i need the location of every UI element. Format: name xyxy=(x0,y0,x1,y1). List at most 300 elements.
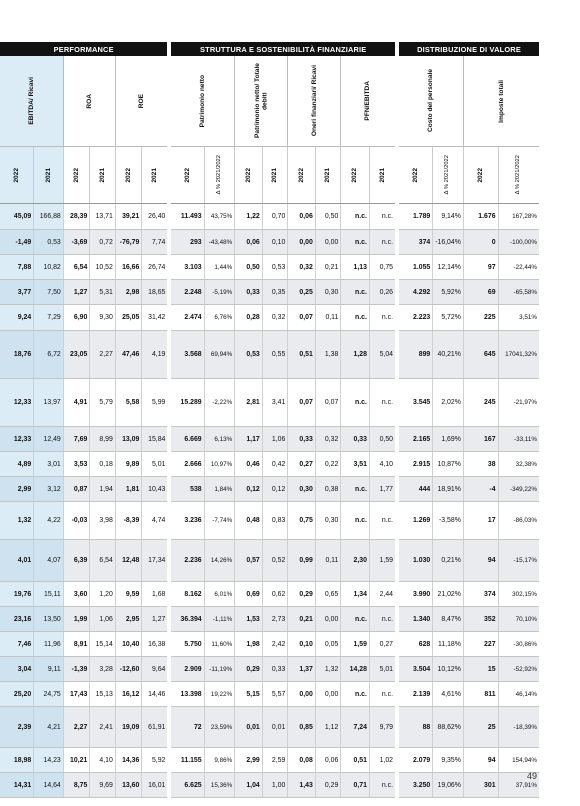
table-cell: 2.915 xyxy=(399,452,433,477)
table-cell: 17041,32% xyxy=(498,331,539,379)
table-cell: 94 xyxy=(463,748,498,773)
table-cell: 227 xyxy=(463,632,498,657)
table-cell: n.c. xyxy=(341,204,370,230)
table-cell: 6,54 xyxy=(63,255,90,280)
table-cell: 811 xyxy=(463,682,498,707)
table-cell: -65,58% xyxy=(498,280,539,305)
table-cell: 2,44 xyxy=(369,582,395,607)
table-cell: n.c. xyxy=(341,280,370,305)
table-cell: 19,09 xyxy=(115,707,142,748)
table-cell: 0,11 xyxy=(315,305,341,331)
section-struttura: STRUTTURA E SOSTENIBILITÀ FINANZIARIE xyxy=(171,42,395,56)
table-cell: 0,00 xyxy=(315,607,341,632)
table-cell: 1,59 xyxy=(341,632,370,657)
table-cell: 4,19 xyxy=(142,331,168,379)
table-cell: -2,22% xyxy=(204,379,235,427)
table-cell: 13,50 xyxy=(34,607,64,632)
table-cell: 16,01 xyxy=(142,773,168,798)
table-cell: 6,76% xyxy=(204,305,235,331)
table-cell: n.c. xyxy=(369,379,395,427)
table-cell: 3,53 xyxy=(63,452,90,477)
table-cell: 14,26% xyxy=(204,540,235,582)
table-cell: 18,65 xyxy=(142,280,168,305)
table-cell: 2.236 xyxy=(171,540,204,582)
table-cell: 19,22% xyxy=(204,682,235,707)
table-cell: -12,60 xyxy=(115,657,142,682)
table-cell: 2.248 xyxy=(171,280,204,305)
table-cell: 6,54 xyxy=(90,540,116,582)
table-cell: 5,58 xyxy=(115,379,142,427)
table-cell: 0,27 xyxy=(369,632,395,657)
table-cell: 14,23 xyxy=(34,748,64,773)
table-cell: 5,92 xyxy=(142,748,168,773)
table-cell: 72 xyxy=(171,707,204,748)
table-cell: -43,48% xyxy=(204,230,235,255)
table-cell: 1,27 xyxy=(63,280,90,305)
year-2021: 2021 xyxy=(315,147,341,204)
table-cell: 1,32 xyxy=(315,657,341,682)
table-cell: 1,22 xyxy=(235,204,263,230)
table-cell: 167 xyxy=(463,427,498,452)
table-cell: 6.625 xyxy=(171,773,204,798)
table-cell: 12,49 xyxy=(34,427,64,452)
table-row xyxy=(0,582,539,607)
table-cell: 0,01 xyxy=(262,707,288,748)
table-cell: 2,02% xyxy=(433,379,464,427)
table-cell: n.c. xyxy=(341,682,370,707)
table-cell: 1,69% xyxy=(433,427,464,452)
table-cell: 0,26 xyxy=(369,280,395,305)
table-cell: -4 xyxy=(463,477,498,502)
header-costo-personale: Costo del personale xyxy=(399,56,463,147)
table-cell: 1,44% xyxy=(204,255,235,280)
table-cell: 3,51 xyxy=(341,452,370,477)
table-cell: 0,53 xyxy=(34,230,64,255)
table-cell: 0,32 xyxy=(315,427,341,452)
table-cell: 628 xyxy=(399,632,433,657)
table-cell: 17,43 xyxy=(63,682,90,707)
table-cell: 0,46 xyxy=(235,452,263,477)
table-row xyxy=(0,255,539,280)
table-cell: 21,02% xyxy=(433,582,464,607)
table-row xyxy=(0,280,539,305)
table-cell: 9,59 xyxy=(115,582,142,607)
table-cell: 2,27 xyxy=(63,707,90,748)
table-cell: 0,33 xyxy=(341,427,370,452)
table-cell: 3.990 xyxy=(399,582,433,607)
table-row xyxy=(0,427,539,452)
table-cell: -1,39 xyxy=(63,657,90,682)
table-row xyxy=(0,682,539,707)
table-cell: -76,79 xyxy=(115,230,142,255)
table-cell: 23,59% xyxy=(204,707,235,748)
table-cell: 1,94 xyxy=(90,477,116,502)
table-cell: 1,20 xyxy=(90,582,116,607)
table-cell: 0,29 xyxy=(235,657,263,682)
table-cell: 0,06 xyxy=(288,204,316,230)
table-cell: 0,21 xyxy=(288,607,316,632)
table-cell: 0,75 xyxy=(288,502,316,540)
table-cell: 3,04 xyxy=(0,657,34,682)
table-cell: 0,33 xyxy=(288,427,316,452)
table-cell: -16,04% xyxy=(433,230,464,255)
table-cell: 0,01 xyxy=(235,707,263,748)
table-cell: 899 xyxy=(399,331,433,379)
table-cell: n.c. xyxy=(369,773,395,798)
table-cell: 0,70 xyxy=(262,204,288,230)
table-body xyxy=(0,204,539,798)
header-imposte-totali: Imposte totali xyxy=(463,56,539,147)
table-row xyxy=(0,305,539,331)
table-row xyxy=(0,657,539,682)
table-cell: 7,46 xyxy=(0,632,34,657)
table-cell: 0,30 xyxy=(315,280,341,305)
table-cell: 9,11 xyxy=(34,657,64,682)
table-cell: 19,06% xyxy=(433,773,464,798)
year-2021: 2021 xyxy=(142,147,168,204)
table-cell: 36.394 xyxy=(171,607,204,632)
table-cell: 1.269 xyxy=(399,502,433,540)
table-cell: 39,21 xyxy=(115,204,142,230)
table-cell: 302,15% xyxy=(498,582,539,607)
table-cell: 9,79 xyxy=(369,707,395,748)
table-cell: 5,01 xyxy=(369,657,395,682)
table-row xyxy=(0,379,539,427)
table-cell: 61,91 xyxy=(142,707,168,748)
table-cell: 3,12 xyxy=(34,477,64,502)
table-cell: 0,50 xyxy=(369,427,395,452)
table-cell: -33,11% xyxy=(498,427,539,452)
table-cell: 0,53 xyxy=(262,255,288,280)
table-cell: 2,73 xyxy=(262,607,288,632)
table-cell: 2,95 xyxy=(115,607,142,632)
table-row xyxy=(0,502,539,540)
table-cell: n.c. xyxy=(341,477,370,502)
table-cell: 0,06 xyxy=(235,230,263,255)
financial-indicators-table xyxy=(0,42,539,798)
table-cell: 5,99 xyxy=(142,379,168,427)
table-cell: 16,66 xyxy=(115,255,142,280)
delta-label: Δ % 2021/2022 xyxy=(433,147,464,204)
table-cell: 38 xyxy=(463,452,498,477)
header-pfn-ebitda: PFN/EBITDA xyxy=(341,56,395,147)
table-cell: 15.289 xyxy=(171,379,204,427)
table-cell: 4.292 xyxy=(399,280,433,305)
table-cell: 2.079 xyxy=(399,748,433,773)
year-2022: 2022 xyxy=(115,147,142,204)
table-cell: 0,33 xyxy=(262,657,288,682)
table-cell: 5,72% xyxy=(433,305,464,331)
year-2022: 2022 xyxy=(63,147,90,204)
table-cell: 0,07 xyxy=(288,379,316,427)
table-cell: 12,14% xyxy=(433,255,464,280)
table-cell: -0,03 xyxy=(63,502,90,540)
table-cell: 17,34 xyxy=(142,540,168,582)
table-cell: 4,91 xyxy=(63,379,90,427)
table-cell: 6,39 xyxy=(63,540,90,582)
table-cell: 154,94% xyxy=(498,748,539,773)
header-ebitda-ricavi: EBITDA/ Ricavi xyxy=(0,56,63,147)
table-cell: n.c. xyxy=(341,607,370,632)
table-cell: 0,00 xyxy=(315,230,341,255)
table-cell: 11,18% xyxy=(433,632,464,657)
table-cell: 1,04 xyxy=(235,773,263,798)
table-cell: 2.909 xyxy=(171,657,204,682)
table-cell: 1,00 xyxy=(262,773,288,798)
header-pn-totale-debiti: Patrimonio netto/ Totale debiti xyxy=(235,56,288,147)
year-2021: 2021 xyxy=(90,147,116,204)
table-cell: 88,62% xyxy=(433,707,464,748)
table-cell: 17 xyxy=(463,502,498,540)
table-cell: 9,24 xyxy=(0,305,34,331)
table-cell: 0,62 xyxy=(262,582,288,607)
table-cell: 88 xyxy=(399,707,433,748)
table-cell: 0,21% xyxy=(433,540,464,582)
table-cell: 4,10 xyxy=(90,748,116,773)
table-cell: 0,29 xyxy=(315,773,341,798)
table-cell: 13,09 xyxy=(115,427,142,452)
table-cell: 0,87 xyxy=(63,477,90,502)
table-cell: 2,99 xyxy=(0,477,34,502)
table-cell: 1.676 xyxy=(463,204,498,230)
table-cell: 4,21 xyxy=(34,707,64,748)
table-cell: 0,00 xyxy=(288,230,316,255)
table-cell: 0,51 xyxy=(288,331,316,379)
table-cell: 1.789 xyxy=(399,204,433,230)
table-cell: 94 xyxy=(463,540,498,582)
table-cell: 2,41 xyxy=(90,707,116,748)
table-cell: n.c. xyxy=(341,305,370,331)
table-cell: 18,91% xyxy=(433,477,464,502)
table-cell: 0,30 xyxy=(288,477,316,502)
table-cell: 5,79 xyxy=(90,379,116,427)
table-cell: 12,33 xyxy=(0,379,34,427)
year-2022: 2022 xyxy=(463,147,498,204)
table-cell: 14,64 xyxy=(34,773,64,798)
table-cell: 1,06 xyxy=(90,607,116,632)
table-cell: 11,96 xyxy=(34,632,64,657)
table-row xyxy=(0,607,539,632)
table-cell: -3,69 xyxy=(63,230,90,255)
table-cell: 6,90 xyxy=(63,305,90,331)
table-cell: 0,71 xyxy=(341,773,370,798)
table-cell: 3,60 xyxy=(63,582,90,607)
table-cell: 0,07 xyxy=(288,305,316,331)
table-cell: 13,71 xyxy=(90,204,116,230)
table-cell: 1,43 xyxy=(288,773,316,798)
table-cell: 10,21 xyxy=(63,748,90,773)
table-cell: 8,47% xyxy=(433,607,464,632)
table-cell: 0,22 xyxy=(315,452,341,477)
table-cell: 26,40 xyxy=(142,204,168,230)
table-cell: 3,77 xyxy=(0,280,34,305)
table-cell: 19,76 xyxy=(0,582,34,607)
table-cell: 10,12% xyxy=(433,657,464,682)
table-cell: 16,12 xyxy=(115,682,142,707)
table-cell: 0,30 xyxy=(315,502,341,540)
table-cell: 7,24 xyxy=(341,707,370,748)
table-cell: 0,25 xyxy=(288,280,316,305)
table-cell: -1,11% xyxy=(204,607,235,632)
year-2022: 2022 xyxy=(399,147,433,204)
table-cell: 10,40 xyxy=(115,632,142,657)
table-cell: 14,46 xyxy=(142,682,168,707)
table-cell: n.c. xyxy=(369,305,395,331)
table-cell: 10,87% xyxy=(433,452,464,477)
table-cell: 1,98 xyxy=(235,632,263,657)
table-cell: 1,68 xyxy=(142,582,168,607)
table-cell: 5,15 xyxy=(235,682,263,707)
table-cell: 11.493 xyxy=(171,204,204,230)
table-cell: 2,81 xyxy=(235,379,263,427)
table-cell: 0,28 xyxy=(235,305,263,331)
table-cell: 2,42 xyxy=(262,632,288,657)
table-cell: 0,99 xyxy=(288,540,316,582)
table-cell: 1,84% xyxy=(204,477,235,502)
table-cell: 1,17 xyxy=(235,427,263,452)
table-cell: 1,59 xyxy=(369,540,395,582)
table-cell: 0,55 xyxy=(262,331,288,379)
table-cell: 7,74 xyxy=(142,230,168,255)
table-cell: 3.568 xyxy=(171,331,204,379)
table-row xyxy=(0,773,539,798)
header-roa: ROA xyxy=(63,56,115,147)
table-cell: n.c. xyxy=(369,502,395,540)
table-cell: 2,27 xyxy=(90,331,116,379)
table-cell: 0,07 xyxy=(315,379,341,427)
financial-table-sheet xyxy=(0,42,539,798)
table-cell: 43,75% xyxy=(204,204,235,230)
table-cell: 10,82 xyxy=(34,255,64,280)
year-2022: 2022 xyxy=(235,147,263,204)
page-number: 49 xyxy=(527,771,538,781)
table-cell: 0,57 xyxy=(235,540,263,582)
table-cell: 18,98 xyxy=(0,748,34,773)
table-cell: 1,02 xyxy=(369,748,395,773)
delta-label: Δ % 2021/2022 xyxy=(498,147,539,204)
table-cell: 0,05 xyxy=(315,632,341,657)
table-row xyxy=(0,707,539,748)
table-cell: 0,52 xyxy=(262,540,288,582)
table-cell: 0,50 xyxy=(315,204,341,230)
table-cell: 3.504 xyxy=(399,657,433,682)
table-cell: 3,98 xyxy=(90,502,116,540)
table-cell: 14,36 xyxy=(115,748,142,773)
table-cell: 26,74 xyxy=(142,255,168,280)
table-cell: 2,59 xyxy=(262,748,288,773)
table-cell: 25,05 xyxy=(115,305,142,331)
table-cell: 13,97 xyxy=(34,379,64,427)
table-cell: 4,01 xyxy=(0,540,34,582)
table-cell: 14,28 xyxy=(341,657,370,682)
table-cell: 0,69 xyxy=(235,582,263,607)
table-cell: 5,01 xyxy=(142,452,168,477)
table-cell: 0,08 xyxy=(288,748,316,773)
table-cell: -3,58% xyxy=(433,502,464,540)
table-cell: 0,72 xyxy=(90,230,116,255)
table-cell: 6,01% xyxy=(204,582,235,607)
table-cell: 167,28% xyxy=(498,204,539,230)
table-cell: 11.155 xyxy=(171,748,204,773)
delta-label: Δ % 2021/2022 xyxy=(204,147,235,204)
year-2022: 2022 xyxy=(171,147,204,204)
table-cell: 5,57 xyxy=(262,682,288,707)
table-cell: 0,75 xyxy=(369,255,395,280)
table-cell: 9,86% xyxy=(204,748,235,773)
table-cell: -86,03% xyxy=(498,502,539,540)
table-cell: 3.545 xyxy=(399,379,433,427)
table-cell: 3.103 xyxy=(171,255,204,280)
table-cell: 9,89 xyxy=(115,452,142,477)
table-cell: 2.666 xyxy=(171,452,204,477)
table-row xyxy=(0,331,539,379)
table-cell: 0,32 xyxy=(288,255,316,280)
table-row xyxy=(0,632,539,657)
table-cell: 1,81 xyxy=(115,477,142,502)
table-row xyxy=(0,748,539,773)
table-cell: n.c. xyxy=(369,230,395,255)
table-cell: 0,83 xyxy=(262,502,288,540)
table-cell: 46,14% xyxy=(498,682,539,707)
table-cell: 1.055 xyxy=(399,255,433,280)
table-cell: 9,14% xyxy=(433,204,464,230)
table-cell: 10,43 xyxy=(142,477,168,502)
table-cell: 301 xyxy=(463,773,498,798)
table-cell: 0,42 xyxy=(262,452,288,477)
table-row xyxy=(0,230,539,255)
table-cell: 15,14 xyxy=(90,632,116,657)
table-cell: -15,17% xyxy=(498,540,539,582)
table-cell: -8,39 xyxy=(115,502,142,540)
table-cell: 0,85 xyxy=(288,707,316,748)
year-2021: 2021 xyxy=(369,147,395,204)
table-cell: n.c. xyxy=(341,230,370,255)
table-cell: 23,05 xyxy=(63,331,90,379)
table-cell: 293 xyxy=(171,230,204,255)
table-cell: 0,12 xyxy=(235,477,263,502)
table-cell: 3,51% xyxy=(498,305,539,331)
table-cell: -5,19% xyxy=(204,280,235,305)
table-cell: 1,37 xyxy=(288,657,316,682)
table-cell: 0,35 xyxy=(262,280,288,305)
table-cell: n.c. xyxy=(341,502,370,540)
table-cell: -52,92% xyxy=(498,657,539,682)
table-cell: 1,53 xyxy=(235,607,263,632)
table-row xyxy=(0,452,539,477)
table-cell: 37,91% xyxy=(498,773,539,798)
table-cell: 97 xyxy=(463,255,498,280)
table-cell: 6.669 xyxy=(171,427,204,452)
table-cell: 24,75 xyxy=(34,682,64,707)
table-cell: n.c. xyxy=(369,607,395,632)
table-cell: 18,76 xyxy=(0,331,34,379)
table-cell: 3.250 xyxy=(399,773,433,798)
table-cell: 0,06 xyxy=(315,748,341,773)
table-cell: 5,04 xyxy=(369,331,395,379)
table-cell: 32,38% xyxy=(498,452,539,477)
table-cell: 7,69 xyxy=(63,427,90,452)
table-cell: 2.165 xyxy=(399,427,433,452)
year-2022: 2022 xyxy=(0,147,34,204)
table-cell: 25 xyxy=(463,707,498,748)
table-cell: 538 xyxy=(171,477,204,502)
table-cell: 4,61% xyxy=(433,682,464,707)
table-cell: 352 xyxy=(463,607,498,632)
table-cell: 5,31 xyxy=(90,280,116,305)
table-cell: 13,60 xyxy=(115,773,142,798)
table-cell: 0,21 xyxy=(315,255,341,280)
table-cell: 15,13 xyxy=(90,682,116,707)
